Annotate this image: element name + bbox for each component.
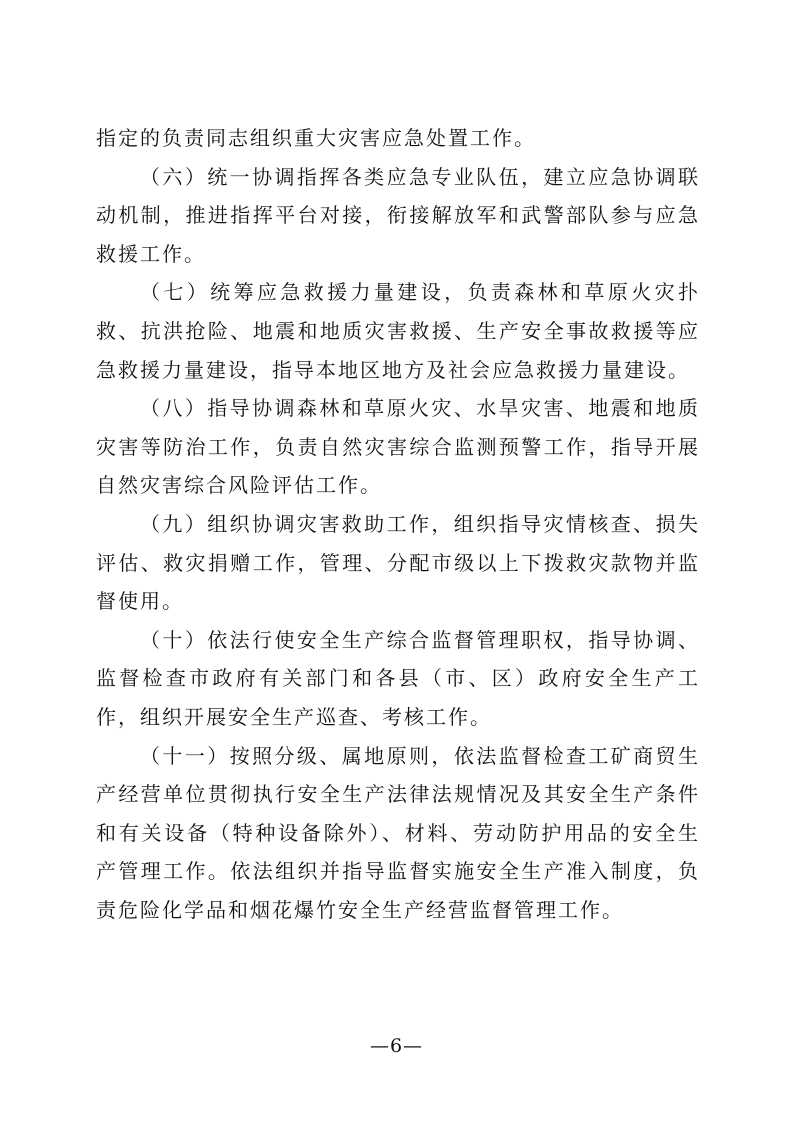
paragraph-item-6: （六）统一协调指挥各类应急专业队伍，建立应急协调联动机制，推进指挥平台对接，衔接解放军和武警部队参与应急救援工作。 <box>96 164 700 266</box>
page-number: —6— <box>369 1035 424 1057</box>
paragraph-item-9: （九）组织协调灾害救助工作，组织指导灾情核查、损失评估、救灾捐赠工作，管理、分配市级以上下拨救灾款物并监督使用。 <box>96 511 700 614</box>
paragraph-item-10: （十）依法行使安全生产综合监督管理职权，指导协调、监督检查市政府有关部门和各县（市、区）政府安全生产工作，组织开展安全生产巡查、考核工作。 <box>96 627 700 729</box>
body-text <box>96 119 700 929</box>
paragraph-item-11: （十一）按照分级、属地原则，依法监督检查工矿商贸生产经营单位贯彻执行安全生产法律法规情况及其安全生产条件和有关设备（特种设备除外）、材料、劳动防护用品的安全生产管理工作。依法组织并指导监督实施安全生产准入制度，负责危险化学品和烟花爆竹安全生产经营监督管理工作。 <box>96 743 700 922</box>
paragraph-continuation: 指定的负责同志组织重大灾害应急处置工作。 <box>96 126 536 150</box>
paragraph-item-8: （八）指导协调森林和草原火灾、水旱灾害、地震和地质灾害等防治工作，负责自然灾害综合监测预警工作，指导开展自然灾害综合风险评估工作。 <box>96 396 700 498</box>
paragraph-item-7: （七）统筹应急救援力量建设，负责森林和草原火灾扑救、抗洪抢险、地震和地质灾害救援、生产安全事故救援等应急救援力量建设，指导本地区地方及社会应急救援力量建设。 <box>96 280 700 382</box>
